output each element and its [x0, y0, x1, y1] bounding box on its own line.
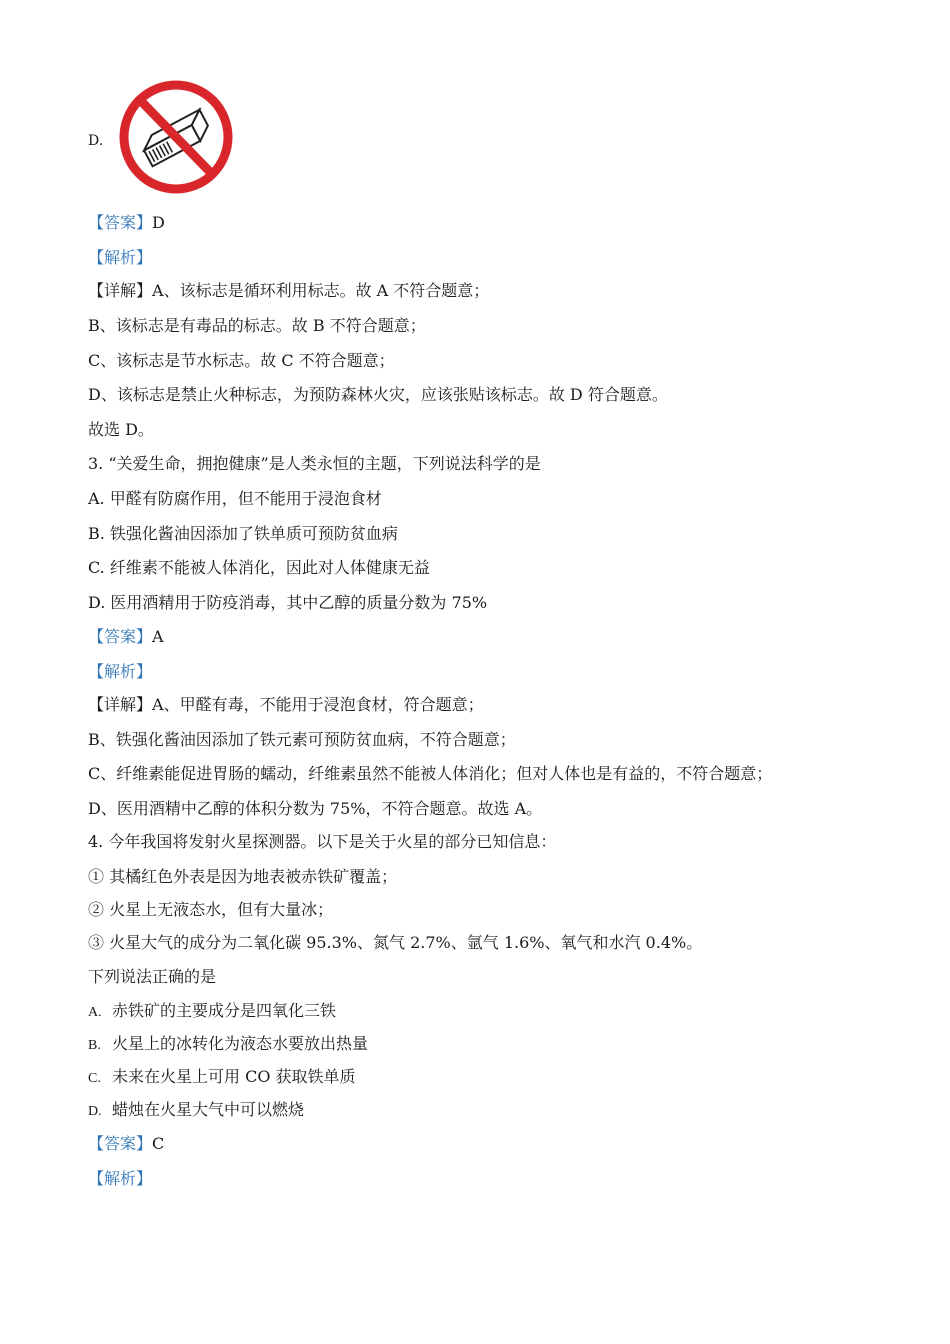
analysis-tag: 【解析】: [88, 248, 153, 267]
q2-detail-line: [88, 281, 489, 301]
q3-detail-line: B、铁强化酱油因添加了铁元素可预防贫血病，不符合题意；: [88, 730, 516, 749]
q3-stem: 3. “关爱生命，拥抱健康”是人类永恒的主题，下列说法科学的是: [88, 454, 541, 473]
q4-option-d: [88, 1100, 304, 1122]
option-letter: D.: [88, 1104, 102, 1119]
q4-option-b: [88, 1034, 368, 1056]
option-text: 赤铁矿的主要成分是四氧化三铁: [112, 1001, 337, 1020]
q4-stem: 4. 今年我国将发射火星探测器。以下是关于火星的部分已知信息：: [88, 832, 557, 851]
q4-prompt: 下列说法正确的是: [88, 967, 217, 986]
q2-answer-line: [88, 213, 165, 233]
q3-option-c: C. 纤维素不能被人体消化，因此对人体健康无益: [88, 558, 430, 577]
option-letter: A.: [88, 1005, 102, 1020]
q3-option-a: A. 甲醛有防腐作用，但不能用于浸泡食材: [88, 489, 382, 508]
analysis-tag: 【解析】: [88, 662, 153, 681]
q2-detail-line: C、该标志是节水标志。故 C 不符合题意；: [88, 351, 395, 370]
detail-tag: 【详解】: [88, 281, 153, 300]
q4-option-a: [88, 1001, 336, 1023]
q2-detail-line: D、该标志是禁止火种标志，为预防森林火灾，应该张贴该标志。故 D 符合题意。: [88, 385, 668, 404]
q2-conclusion: 故选 D。: [88, 420, 154, 439]
option-text: 未来在火星上可用 CO 获取铁单质: [112, 1067, 356, 1086]
q4-fact-3: ③ 火星大气的成分为二氧化碳 95.3%、氮气 2.7%、氩气 1.6%、氧气和水汽 0.4%。: [88, 933, 703, 952]
analysis-tag: 【解析】: [88, 1169, 153, 1188]
q3-option-b: B. 铁强化酱油因添加了铁单质可预防贫血病: [88, 524, 398, 543]
detail-tag: 【详解】: [88, 695, 153, 714]
q4-answer-line: [88, 1134, 164, 1154]
option-text: 蜡烛在火星大气中可以燃烧: [112, 1100, 305, 1119]
q4-option-c: [88, 1067, 356, 1089]
answer-value: D: [152, 213, 165, 232]
q3-detail-line: [88, 695, 484, 715]
option-text: 火星上的冰转化为液态水要放出热量: [112, 1034, 369, 1053]
q3-option-d: D. 医用酒精用于防疫消毒，其中乙醇的质量分数为 75%: [88, 593, 488, 612]
answer-value: C: [152, 1134, 165, 1153]
option-d-label: D.: [88, 133, 104, 149]
q3-detail-line: C、纤维素能促进胃肠的蠕动，纤维素虽然不能被人体消化；但对人体也是有益的，不符合题意；: [88, 764, 773, 783]
q3-answer-line: [88, 627, 164, 647]
answer-tag: 【答案】: [88, 1134, 153, 1153]
q4-fact-2: ② 火星上无液态水，但有大量冰；: [88, 900, 334, 919]
detail-text: A、甲醛有毒，不能用于浸泡食材，符合题意；: [152, 695, 484, 714]
option-letter: B.: [88, 1038, 101, 1053]
answer-tag: 【答案】: [88, 627, 153, 646]
answer-tag: 【答案】: [88, 213, 153, 232]
q3-detail-line: D、医用酒精中乙醇的体积分数为 75%，不符合题意。故选 A。: [88, 799, 543, 818]
q2-detail-line: B、该标志是有毒品的标志。故 B 不符合题意；: [88, 316, 426, 335]
q4-fact-1: ① 其橘红色外表是因为地表被赤铁矿覆盖；: [88, 867, 398, 886]
no-matches-sign-icon: [116, 78, 236, 196]
detail-text: A、该标志是循环利用标志。故 A 不符合题意；: [152, 281, 490, 300]
option-letter: C.: [88, 1071, 101, 1086]
answer-value: A: [152, 627, 164, 646]
